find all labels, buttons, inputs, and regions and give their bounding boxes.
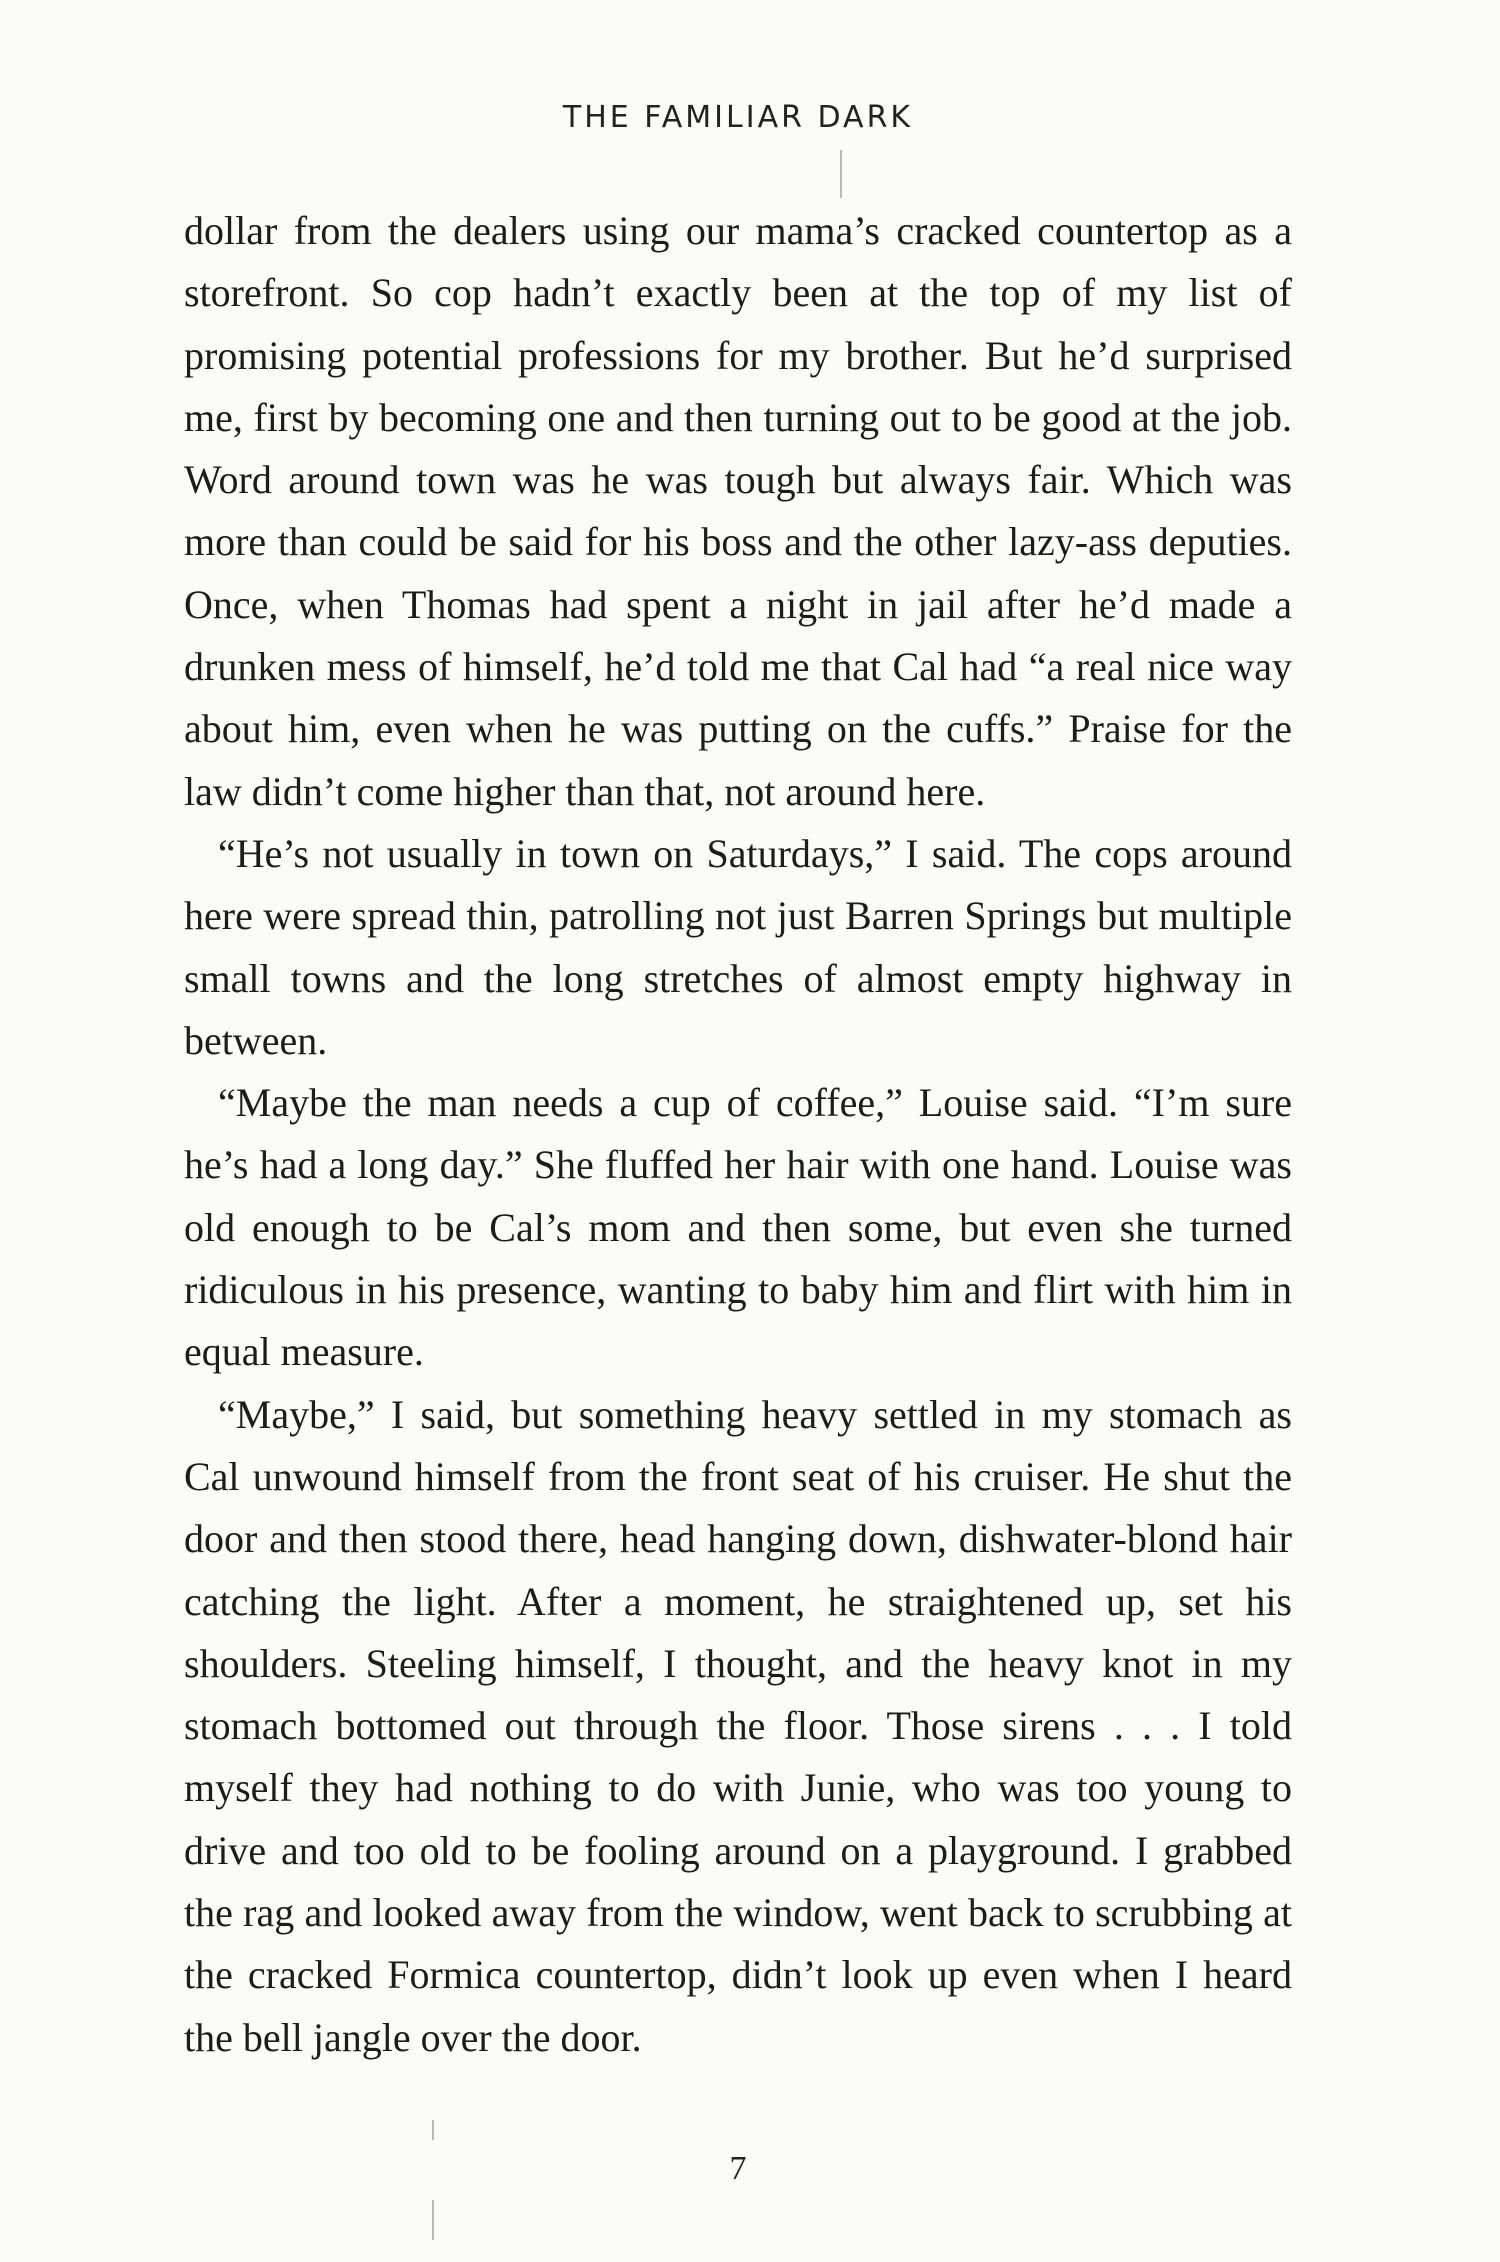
scan-artifact-line: [432, 2200, 434, 2240]
body-text: [184, 200, 1292, 2069]
paragraph-2: “He’s not usually in town on Saturdays,” I said. The cops around here were spread thin, patrolling not just Barren Springs but multiple small towns and the long stretches of almost empty highway in between.: [184, 830, 1292, 1063]
paragraph-4: “Maybe,” I said, but something heavy settled in my stomach as Cal unwound himself from the front seat of his cruiser. He shut the door and then stood there, head hanging down, dishwater-blond hair catching the light. After a moment, he straightened up, set his shoulders. Steeling himself, I thought, and the heavy knot in my stomach bottomed out through the floor. Those sirens . . . I told myself they had nothing to do with Junie, who was too young to drive and too old to be fooling around on a playground. I grabbed the rag and looked away from the window, went back to scrubbing at the cracked Formica countertop, didn’t look up even when I heard the bell jangle over the door.: [184, 1391, 1292, 2060]
scan-artifact-line: [840, 150, 842, 198]
running-head-title: THE FAMILIAR DARK: [562, 100, 914, 135]
paragraph-1: dollar from the dealers using our mama’s cracked countertop as a storefront. So cop hadn’t exactly been at the top of my list of promising potential professions for my brother. But he’d surprised me, first by becoming one and then turning out to be good at the job. Word around town was he was tough but always fair. Which was more than could be said for his boss and the other lazy-ass deputies. Once, when Thomas had spent a night in jail after he’d made a drunken mess of himself, he’d told me that Cal had “a real nice way about him, even when he was putting on the cuffs.” Praise for the law didn’t come higher than that, not around here.: [184, 208, 1292, 814]
page-number: 7: [729, 2150, 747, 2187]
scan-artifact-line: [432, 2120, 434, 2140]
paragraph-3: “Maybe the man needs a cup of coffee,” Louise said. “I’m sure he’s had a long day.” She fluffed her hair with one hand. Louise was old enough to be Cal’s mom and then some, but even she turned ridiculous in his presence, wanting to baby him and flirt with him in equal measure.: [184, 1080, 1292, 1375]
